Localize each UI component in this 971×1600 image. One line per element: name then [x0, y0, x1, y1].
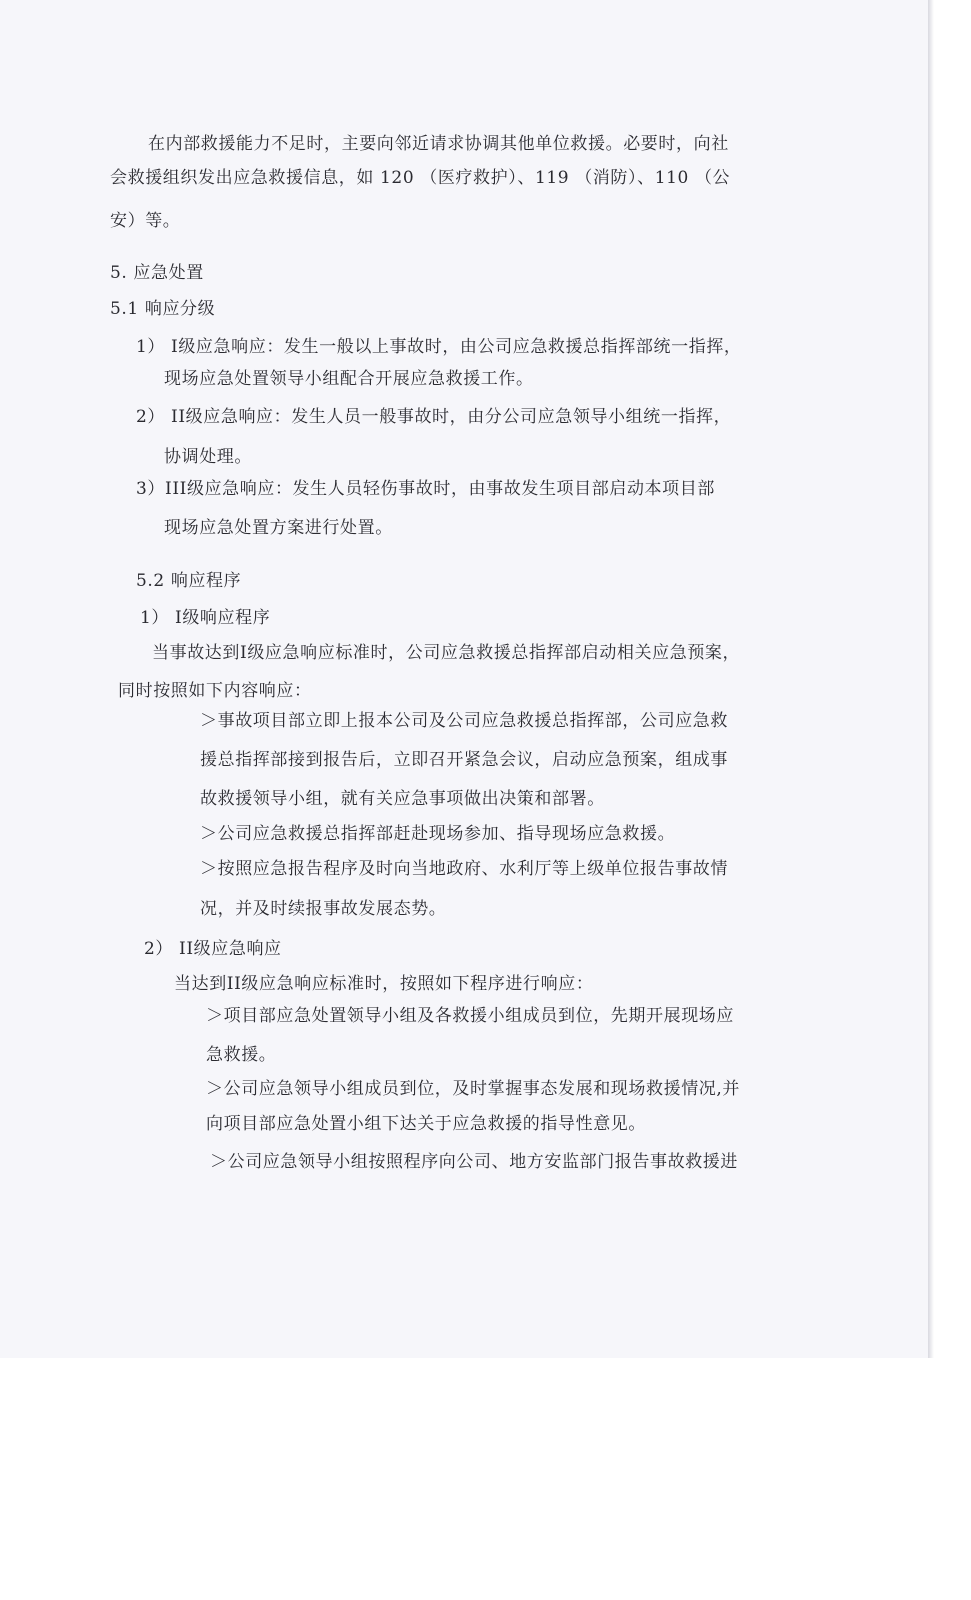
- list-item: 2） II级应急响应: [144, 939, 282, 959]
- paragraph-line: 安）等。: [110, 211, 181, 231]
- subsection-heading: 5.2 响应程序: [136, 571, 242, 591]
- list-item: 1） I级应急响应：发生一般以上事故时，由公司应急救援总指挥部统一指挥，: [136, 337, 742, 357]
- list-item-continuation: 现场应急处置领导小组配合开展应急救援工作。: [164, 369, 534, 389]
- bullet-line-continuation: 故救援领导小组，就有关应急事项做出决策和部署。: [200, 789, 605, 809]
- scan-edge-shadow: [928, 0, 934, 1358]
- list-item: 1） I级响应程序: [140, 608, 271, 628]
- bullet-line: ＞事故项目部立即上报本公司及公司应急救援总指挥部，公司应急救: [200, 711, 728, 731]
- paragraph-line: 当事故达到I级应急响应标准时，公司应急救援总指挥部启动相关应急预案，: [152, 643, 741, 663]
- list-item: 2） II级应急响应：发生人员一般事故时，由分公司应急领导小组统一指挥，: [136, 407, 732, 427]
- section-heading: 5. 应急处置: [110, 263, 204, 283]
- list-item-continuation: 现场应急处置方案进行处置。: [164, 518, 393, 538]
- bullet-line-continuation: 向项目部应急处置小组下达关于应急救援的指导性意见。: [206, 1114, 646, 1134]
- paragraph-line: 同时按照如下内容响应：: [118, 681, 312, 701]
- list-item: 3）III级应急响应：发生人员轻伤事故时，由事故发生项目部启动本项目部: [136, 479, 715, 499]
- bullet-line: ＞公司应急领导小组成员到位，及时掌握事态发展和现场救援情况,并: [206, 1079, 741, 1099]
- list-item-continuation: 协调处理。: [164, 447, 252, 467]
- paragraph-line: 当达到II级应急响应标准时，按照如下程序进行响应：: [174, 974, 594, 994]
- bullet-line-continuation: 援总指挥部接到报告后，立即召开紧急会议，启动应急预案，组成事: [200, 750, 728, 770]
- paragraph-line: 会救援组织发出应急救援信息，如 120 （医疗救护）、119 （消防）、110 （公: [110, 168, 731, 188]
- bullet-line-continuation: 急救援。: [206, 1045, 277, 1065]
- paragraph-line: 在内部救援能力不足时，主要向邻近请求协调其他单位救援。必要时，向社: [148, 134, 729, 154]
- bullet-line: ＞公司应急救援总指挥部赶赴现场参加、指导现场应急救援。: [200, 824, 676, 844]
- bullet-line: ＞项目部应急处置领导小组及各救援小组成员到位，先期开展现场应: [206, 1006, 734, 1026]
- bullet-line-continuation: 况，并及时续报事故发展态势。: [200, 899, 447, 919]
- bullet-line: ＞公司应急领导小组按照程序向公司、地方安监部门报告事故救援进: [210, 1152, 738, 1172]
- bullet-line: ＞按照应急报告程序及时向当地政府、水利厅等上级单位报告事故情: [200, 859, 728, 879]
- subsection-heading: 5.1 响应分级: [110, 299, 216, 319]
